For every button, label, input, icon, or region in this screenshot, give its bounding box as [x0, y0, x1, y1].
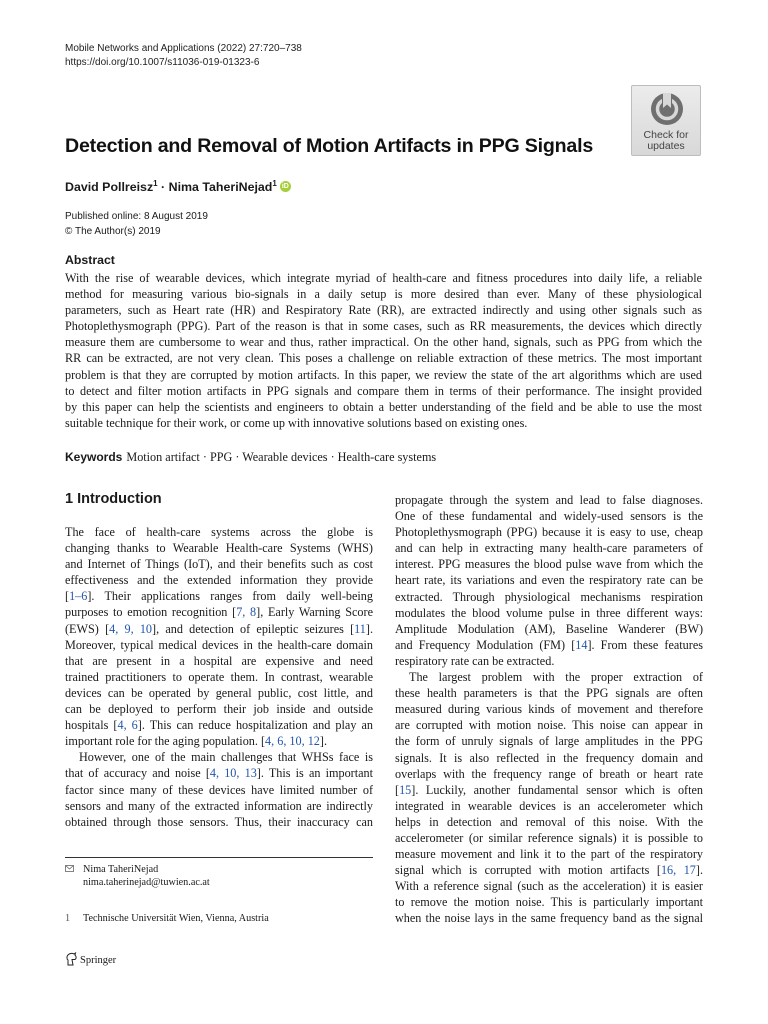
- doi-link[interactable]: https://doi.org/10.1007/s11036-019-01323-6: [65, 57, 260, 68]
- keywords: [65, 450, 436, 465]
- body-text-line: devices can be operated by general public, cost little, and: [65, 685, 373, 700]
- author-list: [65, 179, 291, 194]
- body-text-line: trained practitioners to operate them. In contrast, wearable: [65, 669, 373, 684]
- copyright-notice: © The Author(s) 2019: [65, 226, 161, 237]
- body-text-line: are corrupted with motion noise. This noise can appear in: [395, 718, 703, 733]
- affiliation-mark: 1: [153, 179, 158, 188]
- body-text-line: modulates the blood volume pulse in three different ways:: [395, 605, 703, 620]
- body-text-line: factor since many of these devices have limited number of: [65, 782, 373, 797]
- badge-line-1: Check for: [643, 129, 689, 141]
- body-text-line: hospitals [4, 6]. This can reduce hospitalization and play an: [65, 718, 373, 733]
- body-text-line: integrated in wearable devices is an accelerometer which: [395, 798, 703, 813]
- abstract-line: to detect and filter motion artifacts in PPG signals and compare them in terms of their performance. The insight provided: [65, 383, 702, 398]
- body-text-line: However, one of the main challenges that WHSs face is: [79, 750, 373, 765]
- citation-link[interactable]: 15: [399, 782, 412, 797]
- abstract-body: [65, 270, 702, 431]
- body-text-line: can be deployed to perform their job inside and outside: [65, 702, 373, 717]
- body-text-line: purposes to emotion recognition [7, 8], Early Warning Score: [65, 605, 373, 620]
- right-column: [395, 492, 703, 927]
- abstract-line: parameters, such as Heart rate (HR) and Respiratory Rate (RR), are extracted indirectly and using other signals such as: [65, 303, 702, 318]
- body-text-line: obtained through those sensors. Thus, their inaccuracy can: [65, 814, 373, 829]
- body-text-line: [1–6]. Their applications ranges from daily well-being: [65, 589, 373, 604]
- affiliation-mark: 1: [272, 179, 277, 188]
- contact-footnote: [65, 863, 210, 889]
- abstract-line: problem is that they are corrupted by motion artifacts. In this paper, we review the state of the art algorithms which are used: [65, 367, 702, 382]
- abstract-line: by this paper can help the scientists and engineers to obtain a better understanding of the field and be able to use the most: [65, 399, 702, 414]
- publication-info: [65, 209, 208, 239]
- citation-link[interactable]: 4, 9, 10: [109, 621, 153, 636]
- author-name[interactable]: David Pollreisz: [65, 180, 154, 195]
- citation-link[interactable]: 4, 6: [117, 718, 138, 733]
- body-text-line: changing thanks to Wearable Health-care Systems (WHS): [65, 541, 373, 556]
- body-text-line: Amplitude Modulation (AM), Baseline Wanderer (BW): [395, 621, 703, 636]
- body-text-line: and Frequency Modulation (FM) [14]. From these features: [395, 637, 703, 652]
- body-text-line: when the noise lays in the same frequency band as the signal: [395, 911, 703, 926]
- body-text-line: the form of unruly signals of large amplitudes in the PPG: [395, 734, 703, 749]
- author-name[interactable]: Nima TaheriNejad: [168, 180, 273, 195]
- citation-link[interactable]: 11: [354, 621, 366, 636]
- body-text-line: measured during various kinds of movement and therefore: [395, 702, 703, 717]
- author-separator: ·: [157, 180, 169, 195]
- orcid-icon[interactable]: [280, 181, 291, 192]
- publisher-logo: [65, 952, 116, 966]
- abstract-line: RR can be extracted, are not very clean. This poses a challenge on reliable extraction of these metrics. The most important: [65, 351, 702, 366]
- affiliation-footnote: [65, 912, 269, 925]
- abstract-heading: Abstract: [65, 253, 115, 267]
- body-text-line: One of these fundamental and widely-used sensors is the: [395, 509, 703, 524]
- body-text-line: and can help in extracting many health-care parameters of: [395, 541, 703, 556]
- body-text-line: accelerometer (or similar reference signals) it is possible to: [395, 830, 703, 845]
- left-column: [65, 524, 373, 830]
- citation-link[interactable]: 14: [575, 637, 588, 652]
- body-text-line: helps in detection and removal of this noise. With the: [395, 814, 703, 829]
- section-heading: 1 Introduction: [65, 491, 162, 507]
- body-text-line: [15]. Luckily, another fundamental sensor which is often: [395, 782, 703, 797]
- body-text-line: to remove the motion noise. This is particularly important: [395, 895, 703, 910]
- body-text-line: extracted. Through physiological mechanisms respiration: [395, 589, 703, 604]
- citation-link[interactable]: 7, 8: [236, 605, 257, 620]
- crossmark-icon: [649, 91, 685, 127]
- body-text-line: these health parameters is that the PPG signals are often: [395, 686, 703, 701]
- body-text-line: (EWS) [4, 9, 10], and detection of epileptic seizures [11].: [65, 621, 373, 636]
- citation-link[interactable]: 1–6: [69, 589, 88, 604]
- contact-name: Nima TaheriNejad: [83, 864, 159, 875]
- body-text-line: The largest problem with the proper extraction of: [409, 670, 703, 685]
- body-text-line: Photoplethysmograph (PPG) because it is easy to use, cheap: [395, 525, 703, 540]
- footnote-rule: [65, 857, 373, 858]
- body-text-line: overlaps with the frequency range of breath or heart rate: [395, 766, 703, 781]
- abstract-line: method for measuring various bio-signals in a daily setup is more desired than ever. Many of these physiological: [65, 287, 702, 302]
- body-text-line: important role for the aging population. [4, 6, 10, 12].: [65, 734, 327, 749]
- citation-link[interactable]: 4, 6, 10, 12: [265, 734, 320, 749]
- published-date: Published online: 8 August 2019: [65, 211, 208, 222]
- keywords-text: Motion artifact · PPG · Wearable devices · Health-care systems: [126, 450, 437, 464]
- journal-header: [65, 42, 302, 70]
- body-text-line: interest. PPG measures the blood pulse wave from which the: [395, 557, 703, 572]
- body-text-line: With a reference signal (such as the acceleration) it is easier: [395, 879, 703, 894]
- springer-horse-icon: [65, 952, 78, 966]
- body-text-line: heart rate, its variations and even the respiratory rate can be: [395, 573, 703, 588]
- body-text-line: propagate through the system and lead to false diagnoses.: [395, 493, 703, 507]
- body-text-line: and Internet of Things (IoT), and their benefits such as cost: [65, 557, 373, 572]
- abstract-line: With the rise of wearable devices, which integrate myriad of health-care and fitness procedures into daily life, a reliable: [65, 271, 702, 285]
- body-text-line: sensors and many of the extracted information are indirectly: [65, 798, 373, 813]
- affiliation-text: Technische Universität Wien, Vienna, Austria: [83, 913, 269, 924]
- affiliation-number: 1: [65, 913, 71, 924]
- envelope-icon: [65, 863, 83, 876]
- abstract-line: measure them are cumbersome to wear and thus, rather impractical. On the other hand, signals, such as PPG from which the: [65, 335, 702, 350]
- keywords-label: Keywords: [65, 450, 123, 464]
- body-text-line: that of accuracy and noise [4, 10, 13]. This is an important: [65, 766, 373, 781]
- paper-title: Detection and Removal of Motion Artifacts in PPG Signals: [65, 135, 594, 157]
- badge-line-2: updates: [647, 140, 685, 152]
- publisher-name: Springer: [80, 955, 117, 966]
- citation-link[interactable]: 4, 10, 13: [209, 766, 257, 781]
- abstract-line: Photoplethysmograph (PPG). Part of the reason is that in some cases, such as RR measurements, the devices which directly: [65, 319, 702, 334]
- body-text-line: signal which is corrupted with motion artifacts [16, 17].: [395, 863, 703, 878]
- check-for-updates-badge[interactable]: [631, 85, 701, 156]
- body-text-line: effectiveness and the extended information they provide: [65, 573, 373, 588]
- contact-email[interactable]: nima.taherinejad@tuwien.ac.at: [83, 877, 210, 888]
- body-text-line: signals. It is also reflected in the frequency domain and: [395, 750, 703, 765]
- body-text-line: Moreover, typical medical devices in the health-care domain: [65, 637, 373, 652]
- body-text-line: measure movement and link it to the part of the respiratory: [395, 847, 703, 862]
- orcid-label: iD: [281, 183, 289, 191]
- body-text-line: The face of health-care systems across the globe is: [65, 525, 373, 539]
- citation-link[interactable]: 16, 17: [660, 863, 696, 878]
- body-text-line: respiratory rate can be extracted.: [395, 653, 555, 668]
- body-text-line: that are present in a hospital are expensive and need: [65, 653, 373, 668]
- abstract-line: suitable technique for their work, or come up with innovative solutions based on existing ones.: [65, 415, 528, 430]
- journal-citation: Mobile Networks and Applications (2022) 27:720–738: [65, 43, 302, 54]
